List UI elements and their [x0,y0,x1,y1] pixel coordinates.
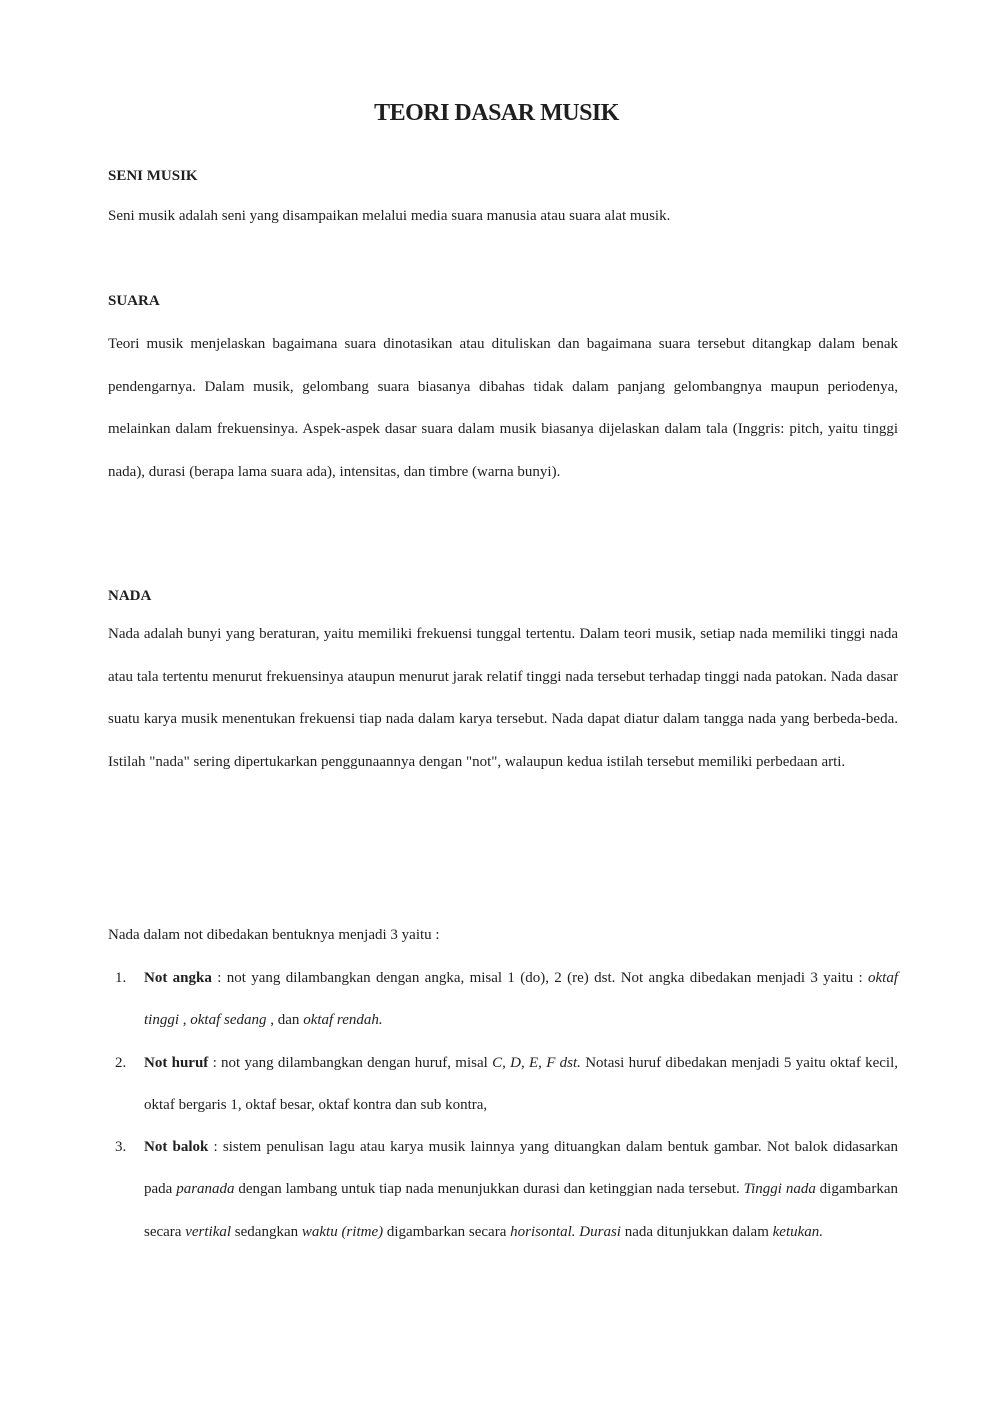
list-text: : not yang dilambangkan dengan huruf, misal [208,1054,493,1071]
heading-seni-musik: SENI MUSIK [108,168,198,184]
list-text: : sistem penulisan lagu atau karya musik lainnya yang dituangkan dalam bentuk gambar. Not balok didasarkan pada [144,1139,898,1198]
list-italic-text: oktaf sedang [190,1012,267,1029]
list-item-not-balok [108,1126,898,1253]
list-italic-text: oktaf tinggi [144,970,899,1029]
paragraph-suara: Teori musik menjelaskan bagaimana suara dinotasikan atau dituliskan dan bagaimana suara tersebut ditangkap dalam benak pendengarnya. Dalam musik, gelombang suara biasanya dibahas tidak dalam panjang gelombangnya maupun periodenya, melainkan dalam frekuensinya. Aspek-aspek dasar suara dalam musik biasanya dijelaskan dalam tala (Inggris: pitch, yaitu tinggi nada), durasi (berapa lama suara ada), intensitas, dan timbre (warna bunyi). [108,336,898,480]
list-text: dengan lambang untuk tiap nada menunjukkan durasi dan ketinggian nada tersebut. [234,1181,744,1198]
list-number: 1. [115,970,127,986]
list-text: : not yang dilambangkan dengan angka, misal 1 (do), 2 (re) dst. Not angka dibedakan menjadi 3 yaitu : [211,970,869,986]
heading-suara: SUARA [108,293,160,309]
list-text: digambarkan secara [383,1223,511,1240]
list-text: sedangkan [231,1223,302,1240]
list-italic-text: oktaf rendah. [303,1012,383,1029]
list-text: , dan [266,1012,304,1029]
paragraph-seni-musik: Seni musik adalah seni yang disampaikan melalui media suara manusia atau suara alat musik. [108,208,671,224]
page-title: TEORI DASAR MUSIK [374,100,619,126]
list-text: Notasi huruf dibedakan menjadi 5 yaitu oktaf kecil, oktaf bergaris 1, oktaf besar, oktaf kontra dan sub kontra, [144,1054,898,1113]
term-not-balok: Not balok [144,1139,209,1156]
list-italic-text: vertikal [185,1223,232,1240]
term-not-angka: Not angka [144,970,212,986]
paragraph-nada-intro: Nada dalam not dibedakan bentuknya menjadi 3 yaitu : [108,927,440,943]
list-item-not-angka [108,957,898,1042]
list-text: , [179,1012,191,1029]
list-item-not-huruf [108,1042,898,1127]
term-not-huruf: Not huruf [144,1054,209,1071]
list-number: 3. [115,1139,127,1156]
list-italic-text: Tinggi nada [743,1181,816,1198]
list-text: digambarkan secara [144,1181,898,1240]
list-italic-text: C, D, E, F dst. [492,1054,581,1071]
list-italic-text: horisontal. Durasi [510,1223,621,1240]
paragraph-nada: Nada adalah bunyi yang beraturan, yaitu memiliki frekuensi tunggal tertentu. Dalam teori musik, setiap nada memiliki tinggi nada atau tala tertentu menurut frekuensinya ataupun menurut jarak relatif tinggi nada tersebut terhadap tinggi nada patokan. Nada dasar suatu karya musik menentukan frekuensi tiap nada dalam karya tersebut. Nada dapat diatur dalam tangga nada yang berbeda-beda. Istilah "nada" sering dipertukarkan penggunaannya dengan "not", walaupun kedua istilah tersebut memiliki perbedaan arti. [108,626,898,770]
list-italic-text: paranada [176,1181,235,1198]
list-italic-text: ketukan. [772,1223,824,1240]
list-italic-text: waktu (ritme) [301,1223,384,1240]
list-text: nada ditunjukkan dalam [620,1223,773,1240]
list-number: 2. [115,1054,127,1071]
heading-nada: NADA [108,588,152,604]
note-types-list [108,957,898,1253]
